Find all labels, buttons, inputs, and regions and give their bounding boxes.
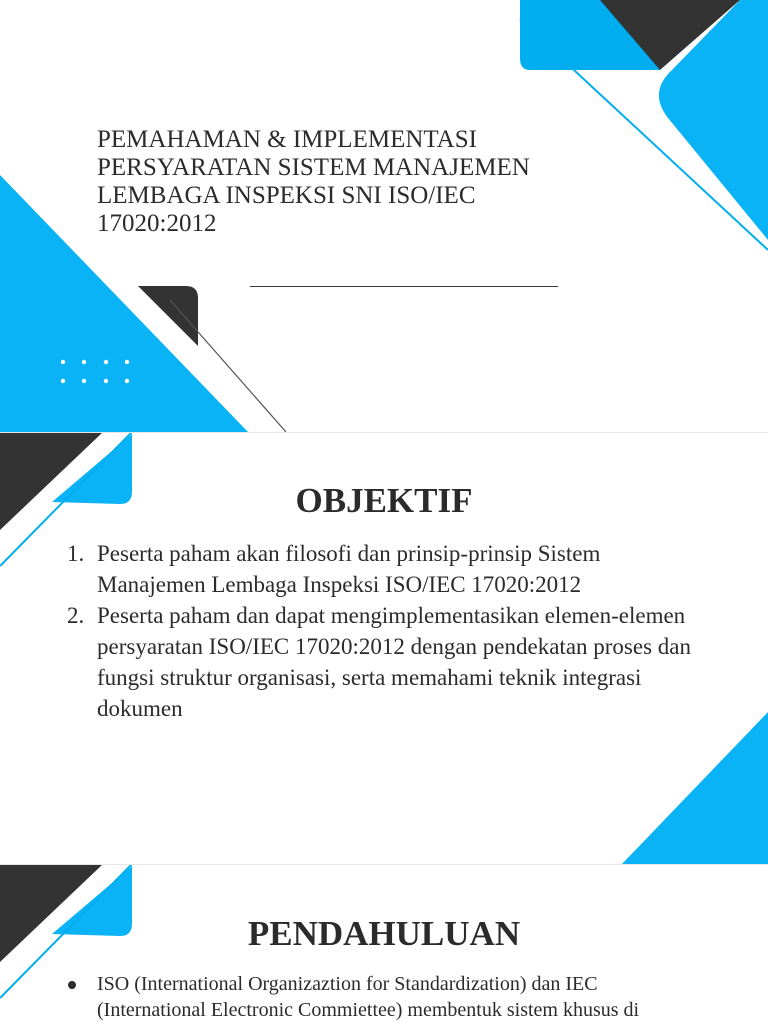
- list-number: 1.: [67, 541, 85, 566]
- pendahuluan-list: [60, 971, 700, 1023]
- list-item: [60, 600, 700, 724]
- slide-title: PEMAHAMAN & IMPLEMENTASI PERSYARATAN SISTEM MANAJEMEN LEMBAGA INSPEKSI SNI ISO/IEC 17020:2012: [97, 126, 530, 237]
- slide2-right-blue-triangle: [622, 712, 768, 864]
- list-item-text: ISO (International Organizaztion for Standardization) dan IEC (International Electronic Commiettee) membentuk sistem khusus di: [97, 973, 640, 1021]
- list-item: [60, 971, 700, 1023]
- pendahuluan-heading: PENDAHULUAN: [247, 914, 521, 953]
- list-item-text: Peserta paham dan dapat mengimplementasikan elemen-elemen persyaratan ISO/IEC 17020:2012 dengan pendekatan proses dan fungsi struktur organisasi, serta memahami teknik integrasi dokumen: [97, 603, 692, 721]
- title-underline: [250, 286, 558, 287]
- list-item: [60, 538, 700, 600]
- objektif-list: [60, 538, 700, 724]
- slide-divider: [0, 864, 768, 865]
- bullet-icon: [68, 981, 76, 989]
- list-item-text: Peserta paham akan filosofi dan prinsip-prinsip Sistem Manajemen Lembaga Inspeksi ISO/IEC 17020:2012: [97, 541, 601, 597]
- objektif-heading: OBJEKTIF: [295, 481, 473, 520]
- slide-divider: [0, 432, 768, 433]
- list-number: 2.: [67, 603, 85, 628]
